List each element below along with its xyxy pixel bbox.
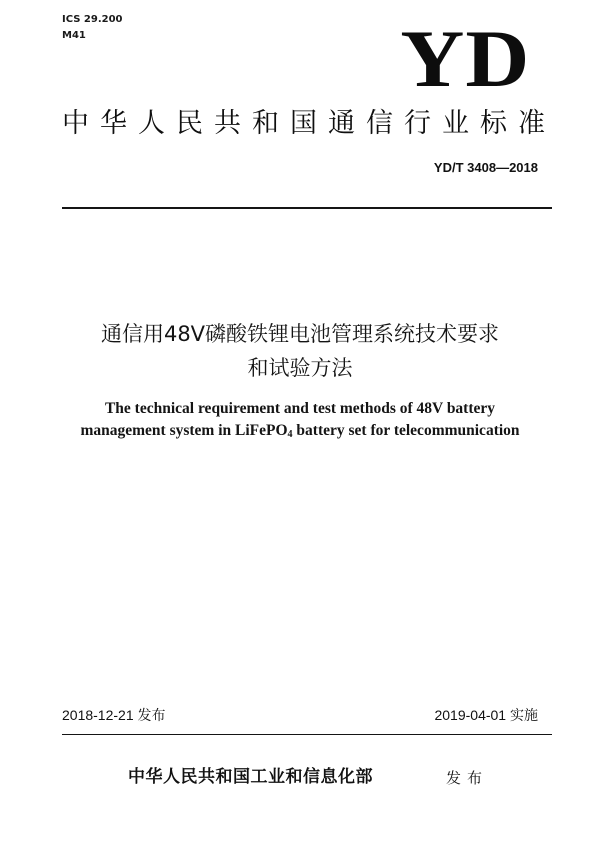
publish-label: 发布: [446, 769, 489, 787]
title-en-line2-start: management system in LiFePO: [80, 422, 288, 439]
title-en-subscript: 4: [287, 429, 293, 440]
effective-date: 2019-04-01 实施: [434, 707, 538, 723]
classification-codes: [62, 12, 123, 44]
issue-date: 2018-12-21 发布: [62, 707, 166, 723]
title-en-line2-end: battery set for telecommunication: [292, 422, 520, 439]
yd-logo: YD: [399, 13, 530, 104]
header-divider: [62, 207, 552, 209]
title-cn-line1: 通信用48V磷酸铁锂电池管理系统技术要求: [100, 322, 500, 346]
ccs-code: M41: [62, 30, 86, 41]
ics-code: ICS 29.200: [62, 14, 123, 25]
footer-divider: [62, 734, 552, 735]
title-en-line1: The technical requirement and test methods of 48V battery: [104, 400, 496, 417]
title-cn-line2: 和试验方法: [247, 356, 353, 380]
title-en-line2: [40, 420, 560, 442]
issuing-authority: 中华人民共和国工业和信息化部: [128, 767, 373, 787]
standard-body-title: 中华人民共和国通信行业标准: [62, 108, 556, 139]
standard-number: YD/T 3408—2018: [433, 160, 538, 175]
